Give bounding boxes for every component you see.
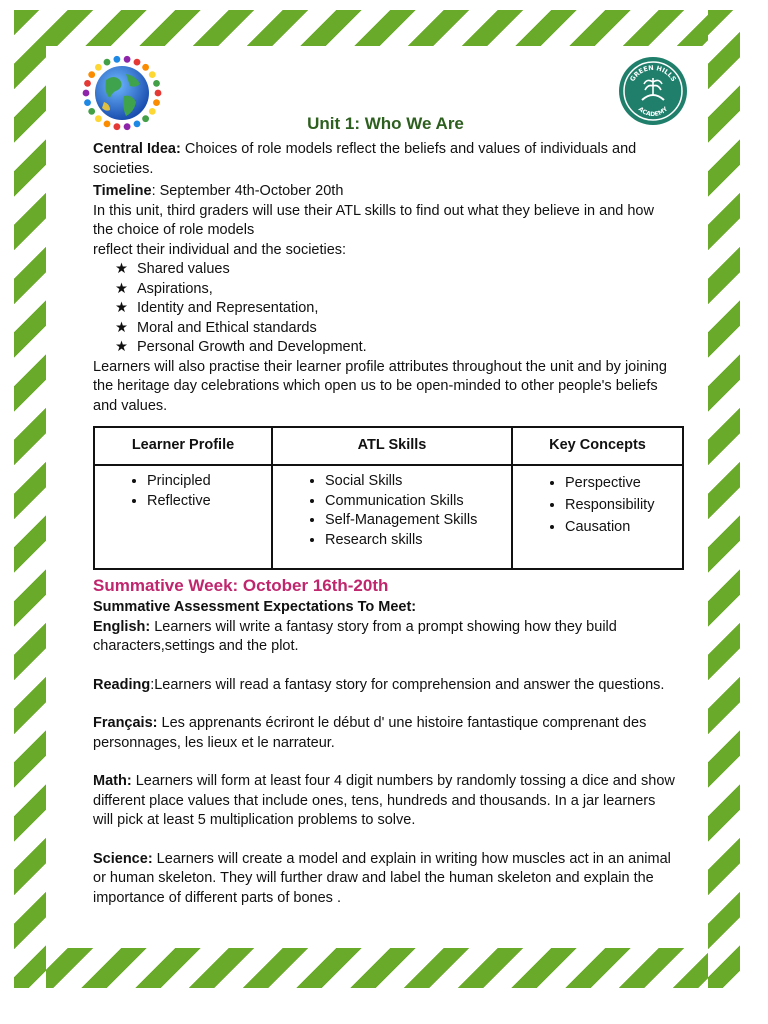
child-figure	[124, 56, 131, 63]
intro-paragraph-1: In this unit, third graders will use their ATL skills to find out what they believe in and how the choice of role models	[93, 202, 654, 238]
learner-profile-table	[93, 426, 684, 570]
child-figure	[95, 64, 102, 71]
star-item-text: Personal Growth and Development.	[137, 339, 367, 355]
subject-text: Learners will create a model and explain in writing how muscles act in an animal or human skeleton. They will further draw and label the human skeleton and explain the importance of different parts of bones .	[93, 850, 671, 906]
child-figure	[153, 80, 160, 87]
expectations-heading: Summative Assessment Expectations To Meet:	[93, 599, 417, 615]
central-idea-label: Central Idea:	[93, 141, 181, 157]
list-item	[115, 338, 678, 358]
subject-label: Science:	[93, 850, 153, 867]
logo-text-bottom: ACADEMY	[636, 105, 670, 119]
child-figure	[153, 99, 160, 106]
subject-science	[93, 850, 678, 909]
list-item	[115, 280, 678, 300]
timeline-label: Timeline	[93, 183, 152, 199]
striped-border-right	[708, 10, 740, 988]
list-item: • Self-Management Skills	[325, 511, 511, 531]
list-item: • Reflective	[147, 492, 271, 512]
child-figure	[104, 59, 111, 66]
summative-week-heading: Summative Week: October 16th-20th	[93, 576, 389, 595]
child-figure	[84, 80, 91, 87]
list-item: • Perspective	[565, 472, 682, 494]
list-item: • Social Skills	[325, 472, 511, 492]
subject-label: English:	[93, 618, 151, 635]
subject-text: :Learners will read a fantasy story for comprehension and answer the questions.	[150, 676, 665, 693]
key-concepts-cell	[512, 465, 683, 569]
star-icon: ★	[115, 339, 128, 355]
subject-math	[93, 772, 678, 831]
table-row	[94, 465, 683, 569]
central-idea-text: Choices of role models reflect the beliefs and values of individuals and societies.	[93, 141, 637, 177]
intro-paragraph-2: reflect their individual and the societies:	[93, 241, 347, 258]
central-idea	[93, 140, 678, 179]
child-figure	[88, 71, 95, 78]
striped-border-top	[14, 10, 740, 46]
timeline-text: : September 4th-October 20th	[151, 183, 344, 199]
star-list	[93, 260, 678, 358]
list-item: • Research skills	[325, 531, 511, 551]
atl-skills-cell	[272, 465, 512, 569]
child-figure	[84, 99, 91, 106]
star-icon: ★	[115, 261, 128, 277]
child-figure	[149, 71, 156, 78]
child-figure	[114, 56, 121, 63]
document-body	[93, 112, 678, 908]
intro-paragraph-3: Learners will also practise their learner profile attributes throughout the unit and by joining the heritage day celebrations which open us to be open-minded to other people's beliefs and values.	[93, 358, 667, 414]
child-figure	[155, 90, 162, 97]
striped-border-bottom	[14, 948, 740, 988]
star-icon: ★	[115, 280, 128, 297]
star-item-text: Moral and Ethical standards	[137, 319, 317, 336]
subject-text: Learners will write a fantasy story from a prompt showing how they build characters,settings and the plot.	[93, 618, 617, 654]
table-header-row	[94, 427, 683, 465]
subject-label: Reading	[93, 676, 151, 693]
striped-border-left	[14, 10, 46, 988]
star-icon: ★	[115, 300, 128, 316]
subject-english	[93, 618, 678, 657]
child-figure	[134, 59, 141, 66]
star-item-text: Shared values	[137, 261, 230, 277]
list-item	[115, 319, 678, 339]
unit-title: Unit 1: Who We Are	[307, 114, 464, 133]
timeline	[93, 182, 678, 202]
subject-label: Français:	[93, 715, 158, 731]
child-figure	[83, 90, 90, 97]
subject-text: Les apprenants écriront le début d' une histoire fantastique comprenant des personnages, les lieux et le narrateur.	[93, 715, 647, 751]
logo-text-top: GREEN HILLS	[628, 63, 678, 83]
list-item: • Principled	[147, 472, 271, 492]
list-item: • Responsibility	[565, 494, 682, 516]
header-learner-profile: Learner Profile	[94, 427, 272, 465]
star-item-text: Aspirations,	[137, 280, 213, 297]
list-item: • Causation	[565, 516, 682, 538]
star-item-text: Identity and Representation,	[137, 300, 319, 316]
subject-reading	[93, 676, 678, 696]
list-item	[115, 299, 678, 319]
header-atl-skills: ATL Skills	[272, 427, 512, 465]
star-icon: ★	[115, 319, 128, 336]
list-item: • Communication Skills	[325, 492, 511, 512]
learner-profile-cell	[94, 465, 272, 569]
subject-text: Learners will form at least four 4 digit numbers by randomly tossing a dice and show different place values that include ones, tens, hundreds and thousands. In a jar learners will pick at least 5 multiplication problems to solve.	[93, 773, 675, 828]
child-figure	[142, 64, 149, 71]
list-item	[115, 260, 678, 280]
header-key-concepts: Key Concepts	[512, 427, 683, 465]
subject-francais	[93, 714, 678, 753]
subject-label: Math:	[93, 773, 132, 789]
